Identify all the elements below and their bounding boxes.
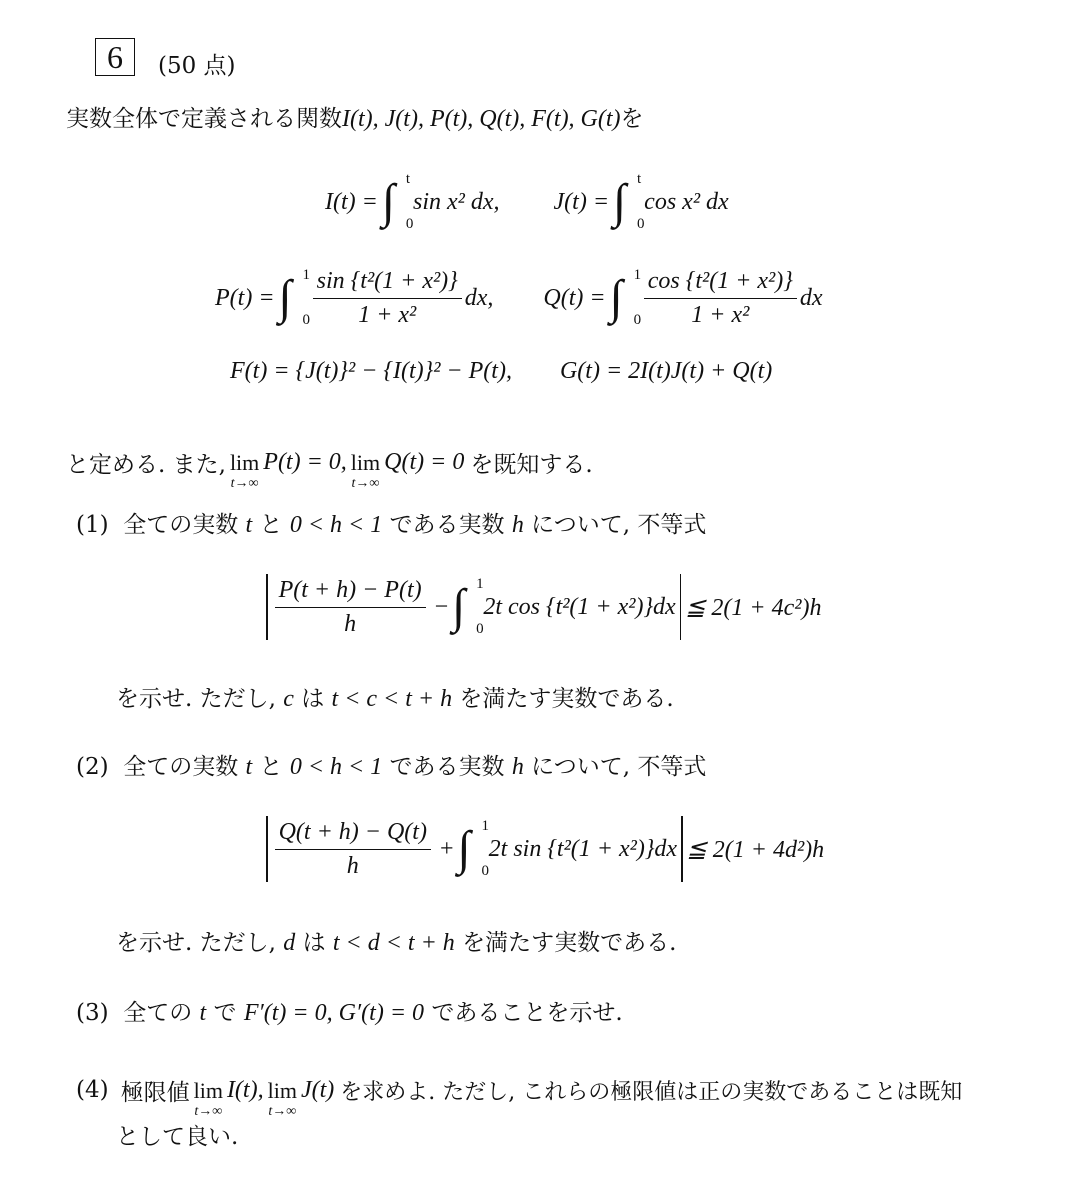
given-prefix: と定める. また, bbox=[66, 451, 226, 478]
integrand: 2t sin {t²(1 + x²)}dx bbox=[488, 835, 678, 862]
P-fraction bbox=[313, 268, 462, 329]
I-lhs: I(t) = bbox=[325, 188, 378, 215]
note-text: は bbox=[301, 686, 325, 712]
quotient-numerator: P(t + h) − P(t) bbox=[275, 577, 426, 608]
var-t: t bbox=[245, 512, 253, 538]
part-text: であることを示せ. bbox=[431, 1000, 623, 1026]
condition: 0 < h < 1 bbox=[289, 754, 383, 780]
note-text: を示せ. ただし, bbox=[116, 686, 276, 712]
part-text: を求めよ. ただし, これらの極限値は正の実数であることは既知 bbox=[340, 1079, 963, 1105]
problem-number-box: 6 bbox=[95, 38, 135, 76]
intro-suffix: を bbox=[620, 106, 644, 132]
I-limit-expr: I(t), bbox=[226, 1076, 264, 1103]
intro-prefix: 実数全体で定義される関数 bbox=[66, 106, 342, 132]
part-2-inequality bbox=[262, 814, 824, 884]
part-text: 全ての実数 bbox=[123, 754, 239, 780]
condition: 0 < h < 1 bbox=[289, 512, 383, 538]
quotient-numerator: Q(t + h) − Q(t) bbox=[275, 819, 431, 850]
lim-word: lim bbox=[267, 1078, 297, 1103]
upper-limit: t bbox=[637, 171, 642, 187]
J-limit-expr: J(t) bbox=[300, 1076, 335, 1103]
var-h: h bbox=[511, 512, 524, 538]
note-var: c bbox=[283, 686, 294, 712]
part-4-statement bbox=[76, 1060, 962, 1120]
part-4-continuation: として良い. bbox=[116, 1124, 239, 1150]
part-text: と bbox=[259, 512, 283, 538]
definition-I-J bbox=[325, 172, 729, 232]
part-text: 全ての実数 bbox=[123, 512, 239, 538]
var-h: h bbox=[511, 754, 524, 780]
lower-limit: 0 bbox=[633, 312, 642, 328]
Q-limit: Q(t) = 0 bbox=[384, 448, 465, 475]
part-2-note bbox=[116, 924, 676, 957]
part-text: について, 不等式 bbox=[531, 754, 707, 780]
I-integrand: sin x² dx, bbox=[413, 188, 500, 215]
note-condition: t < d < t + h bbox=[332, 930, 455, 956]
part-3-statement bbox=[76, 994, 623, 1027]
Q-tail: dx bbox=[799, 284, 823, 311]
part-label: (1) bbox=[76, 512, 109, 538]
operator: + bbox=[439, 835, 454, 862]
lim-subscript: t→∞ bbox=[230, 476, 259, 491]
note-text: を示せ. ただし, bbox=[116, 930, 276, 956]
J-lhs: J(t) = bbox=[553, 188, 610, 215]
part-text: 極限値 bbox=[120, 1079, 190, 1106]
lower-limit: 0 bbox=[302, 312, 311, 328]
inequality-rhs: ≦ 2(1 + 4c²)h bbox=[685, 594, 822, 621]
quotient-denominator: h bbox=[346, 852, 359, 879]
P-lhs: P(t) = bbox=[215, 284, 275, 311]
given-suffix: を既知する. bbox=[470, 451, 593, 478]
part-label: (4) bbox=[76, 1077, 109, 1103]
lim-subscript: t→∞ bbox=[194, 1104, 223, 1119]
limit-operator bbox=[194, 1078, 223, 1120]
operator: − bbox=[434, 593, 449, 620]
part-text: である実数 bbox=[389, 512, 505, 538]
lim-subscript: t→∞ bbox=[268, 1104, 297, 1119]
integral-sign: ∫ 1 0 bbox=[609, 267, 642, 328]
integral-sign: ∫ t 0 bbox=[613, 171, 645, 232]
quotient-denominator: h bbox=[344, 610, 357, 637]
part-text: 全ての bbox=[123, 1000, 193, 1026]
Q-numerator: cos {t²(1 + x²)} bbox=[644, 268, 797, 299]
part-text: である実数 bbox=[389, 754, 505, 780]
upper-limit: 1 bbox=[476, 576, 484, 592]
integral-sign: ∫ 1 0 bbox=[452, 576, 484, 637]
abs-bar-right bbox=[680, 574, 682, 640]
integral-sign: ∫ t 0 bbox=[381, 171, 414, 232]
part-1-inequality bbox=[262, 572, 821, 642]
definition-P-Q bbox=[215, 265, 823, 331]
upper-limit: t bbox=[405, 171, 411, 187]
P-numerator: sin {t²(1 + x²)} bbox=[313, 268, 462, 299]
lim-word: lim bbox=[193, 1078, 223, 1103]
intro-functions: I(t), J(t), P(t), Q(t), F(t), G(t) bbox=[342, 106, 621, 132]
note-text: は bbox=[302, 930, 326, 956]
upper-limit: 1 bbox=[302, 267, 311, 283]
part-text: と bbox=[259, 754, 283, 780]
lower-limit: 0 bbox=[476, 621, 484, 637]
lim-subscript: t→∞ bbox=[351, 476, 380, 491]
lower-limit: 0 bbox=[637, 216, 645, 232]
difference-quotient bbox=[275, 577, 426, 638]
note-var: d bbox=[283, 930, 296, 956]
abs-bar-left bbox=[266, 816, 268, 882]
P-tail: dx, bbox=[464, 284, 494, 311]
Q-denominator: 1 + x² bbox=[691, 301, 750, 328]
note-text: を満たす実数である. bbox=[459, 686, 674, 712]
points-label: (50 点) bbox=[158, 53, 236, 79]
lower-limit: 0 bbox=[481, 863, 489, 879]
part-text: について, 不等式 bbox=[531, 512, 707, 538]
G-definition: G(t) = 2I(t)J(t) + Q(t) bbox=[559, 358, 773, 384]
var-t: t bbox=[199, 1000, 207, 1026]
Q-lhs: Q(t) = bbox=[543, 284, 606, 311]
limit-operator bbox=[268, 1078, 297, 1120]
part-label: (3) bbox=[76, 1000, 109, 1026]
part-1-note bbox=[116, 680, 674, 713]
F-definition: F(t) = {J(t)}² − {I(t)}² − P(t), bbox=[230, 358, 512, 384]
given-limits bbox=[66, 432, 593, 492]
intro-line bbox=[66, 100, 644, 133]
lower-limit: 0 bbox=[405, 216, 414, 232]
Q-fraction bbox=[644, 268, 797, 329]
note-condition: t < c < t + h bbox=[331, 686, 453, 712]
abs-bar-left bbox=[266, 574, 268, 640]
lim-word: lim bbox=[229, 450, 260, 475]
definition-F-G bbox=[230, 358, 772, 385]
part-1-statement bbox=[76, 506, 706, 539]
limit-operator bbox=[230, 450, 259, 492]
P-denominator: 1 + x² bbox=[358, 301, 417, 328]
var-t: t bbox=[245, 754, 253, 780]
abs-bar-right bbox=[681, 816, 683, 882]
lim-word: lim bbox=[350, 450, 381, 475]
part-text: で bbox=[213, 1000, 237, 1026]
part-2-statement bbox=[76, 748, 706, 781]
inequality-rhs: ≦ 2(1 + 4d²)h bbox=[686, 836, 825, 863]
integral-sign: ∫ 1 0 bbox=[278, 267, 311, 328]
derivative-conditions: F′(t) = 0, G′(t) = 0 bbox=[243, 1000, 425, 1026]
upper-limit: 1 bbox=[633, 267, 642, 283]
P-limit: P(t) = 0, bbox=[263, 448, 347, 475]
limit-operator bbox=[351, 450, 380, 492]
difference-quotient bbox=[275, 819, 431, 880]
integrand: 2t cos {t²(1 + x²)}dx bbox=[483, 593, 676, 620]
note-text: を満たす実数である. bbox=[462, 930, 677, 956]
integral-sign: ∫ 1 0 bbox=[457, 818, 489, 879]
part-label: (2) bbox=[76, 754, 109, 780]
J-integrand: cos x² dx bbox=[644, 188, 729, 215]
upper-limit: 1 bbox=[481, 818, 489, 834]
